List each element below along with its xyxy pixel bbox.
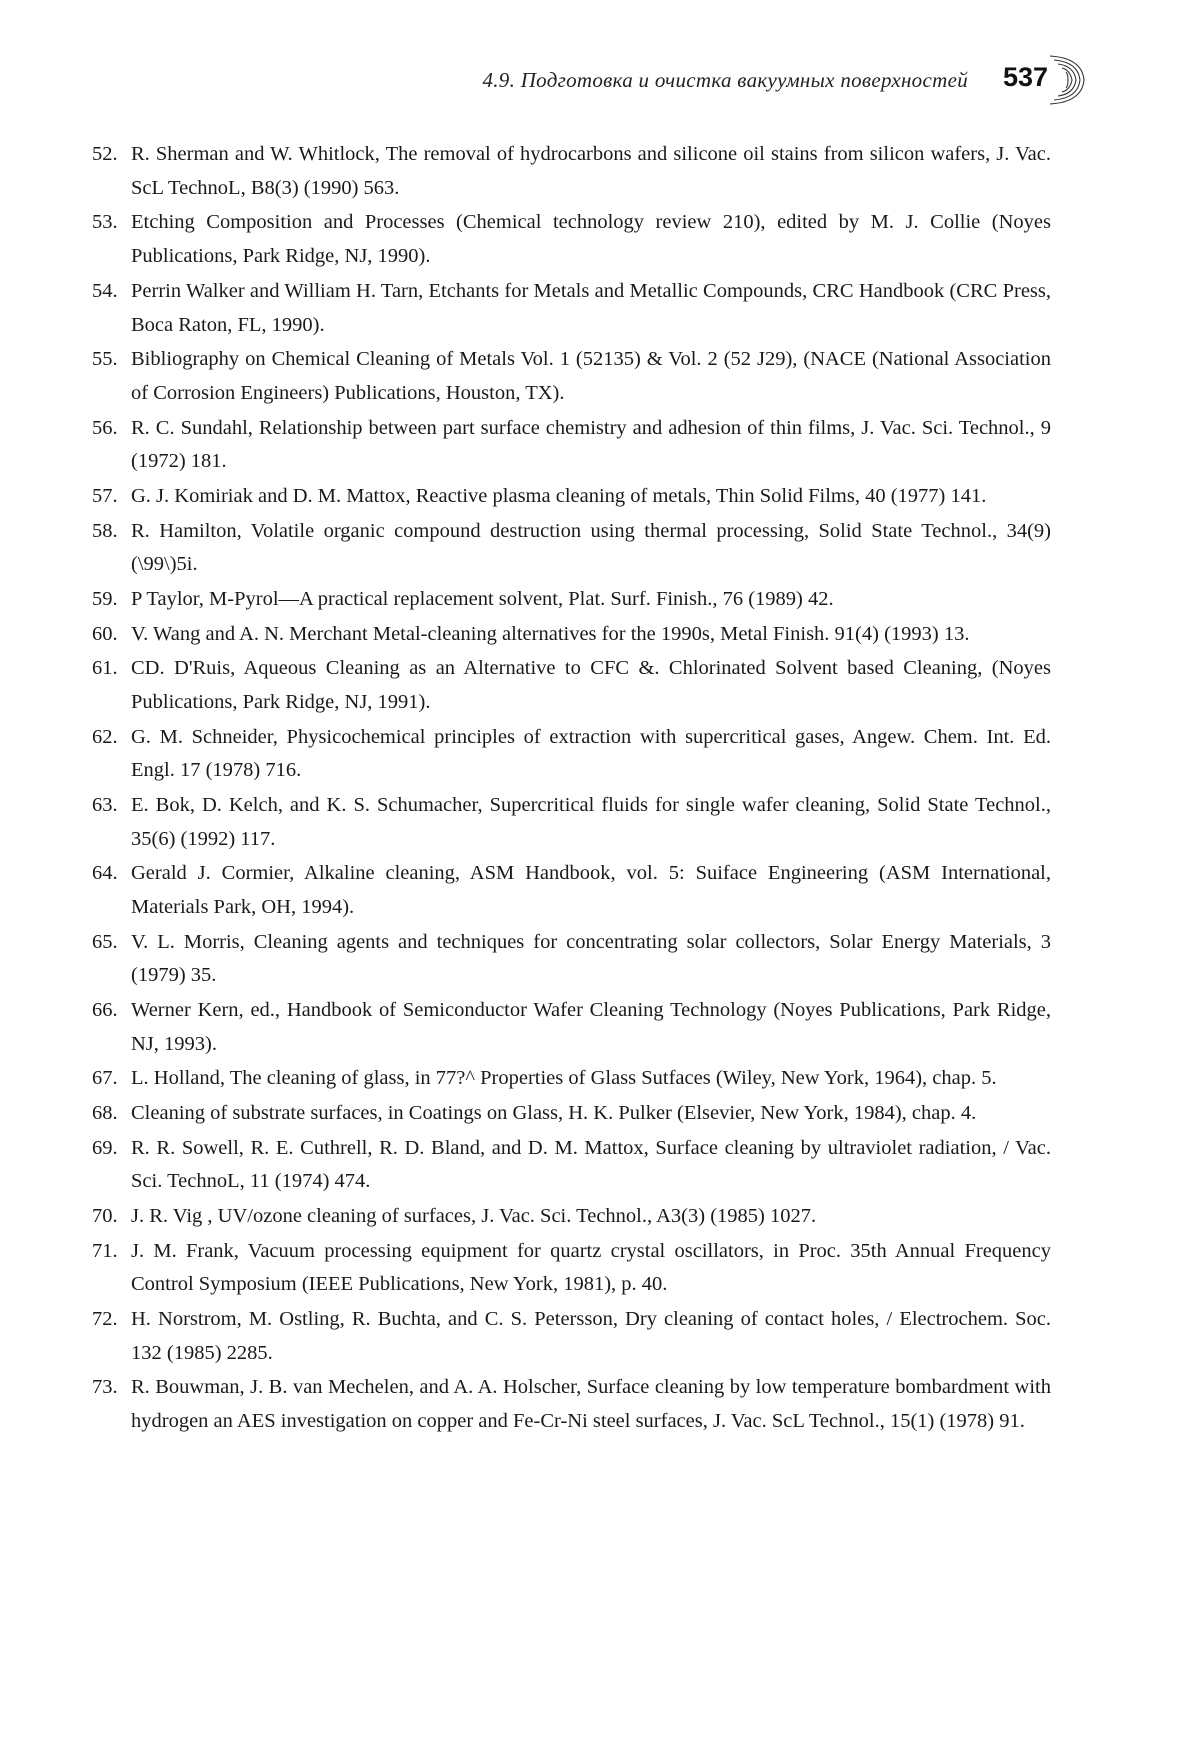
reference-number: 72.	[92, 1308, 118, 1331]
reference-number: 53.	[92, 211, 118, 234]
reference-number: 68.	[92, 1102, 118, 1125]
reference-text: R. R. Sowell, R. E. Cuthrell, R. D. Bland, and D. M. Mattox, Surface cleaning by ultraviolet radiation, / Vac. Sci. TechnoL, 11 (1974) 474.	[131, 1136, 1051, 1193]
reference-number: 64.	[92, 862, 118, 885]
reference-text: CD. D'Ruis, Aqueous Cleaning as an Alternative to CFC &. Chlorinated Solvent based Cleaning, (Noyes Publications, Park Ridge, NJ, 1991).	[131, 657, 1051, 713]
reference-text: L. Holland, The cleaning of glass, in 77?^ Properties of Glass Sutfaces (Wiley, New York, 1964), chap. 5.	[131, 1067, 997, 1090]
reference-number: 63.	[92, 793, 118, 816]
reference-item	[92, 138, 1051, 206]
reference-item	[92, 721, 1051, 789]
reference-text: R. C. Sundahl, Relationship between part surface chemistry and adhesion of thin films, J. Vac. Sci. Technol., 9 (1972) 181.	[131, 416, 1051, 473]
reference-item	[92, 480, 1051, 514]
reference-text: Werner Kern, ed., Handbook of Semiconductor Wafer Cleaning Technology (Noyes Publications, Park Ridge, NJ, 1993).	[131, 999, 1051, 1055]
reference-number: 62.	[92, 725, 118, 748]
reference-item	[92, 652, 1051, 720]
reference-item	[92, 206, 1051, 274]
reference-item	[92, 275, 1051, 343]
reference-number: 56.	[92, 416, 118, 439]
reference-text: G. M. Schneider, Physicochemical principles of extraction with supercritical gases, Angew. Chem. Int. Ed. Engl. 17 (1978) 716.	[131, 725, 1051, 782]
reference-text: G. J. Komiriak and D. M. Mattox, Reactive plasma cleaning of metals, Thin Solid Films, 40 (1977) 141.	[131, 484, 987, 507]
reference-item	[92, 1132, 1051, 1200]
reference-text: J. R. Vig , UV/ozone cleaning of surfaces, J. Vac. Sci. Technol., A3(3) (1985) 1027.	[131, 1205, 817, 1228]
reference-item	[92, 583, 1051, 617]
reference-item	[92, 926, 1051, 994]
reference-list	[92, 138, 1051, 1440]
reference-item	[92, 343, 1051, 411]
reference-number: 69.	[92, 1136, 118, 1159]
reference-item	[92, 618, 1051, 652]
reference-text: R. Sherman and W. Whitlock, The removal of hydrocarbons and silicone oil stains from silicon wafers, J. Vac. ScL TechnoL, B8(3) (1990) 563.	[131, 143, 1051, 199]
reference-text: Bibliography on Chemical Cleaning of Metals Vol. 1 (52135) & Vol. 2 (52 J29), (NACE (National Association of Corrosion Engineers) Publications, Houston, TX).	[131, 348, 1051, 404]
reference-text: Gerald J. Cormier, Alkaline cleaning, ASM Handbook, vol. 5: Suiface Engineering (ASM International, Materials Park, OH, 1994).	[131, 862, 1051, 919]
page-number: 537	[1003, 62, 1049, 92]
running-title: 4.9. Подготовка и очистка вакуумных поверхностей	[482, 68, 968, 92]
reference-text: V. L. Morris, Cleaning agents and techniques for concentrating solar collectors, Solar Energy Materials, 3 (1979) 35.	[131, 930, 1051, 987]
reference-number: 58.	[92, 519, 118, 542]
reference-text: V. Wang and A. N. Merchant Metal-cleaning alternatives for the 1990s, Metal Finish. 91(4) (1993) 13.	[131, 622, 970, 645]
reference-text: H. Norstrom, M. Ostling, R. Buchta, and C. S. Petersson, Dry cleaning of contact holes, / Electrochem. Soc. 132 (1985) 2285.	[131, 1308, 1051, 1364]
reference-item	[92, 857, 1051, 925]
reference-text: R. Hamilton, Volatile organic compound destruction using thermal processing, Solid State Technol., 34(9)(\99\)5i.	[131, 519, 1051, 576]
reference-item	[92, 1200, 1051, 1234]
reference-item	[92, 412, 1051, 480]
reference-number: 61.	[92, 657, 118, 680]
reference-number: 55.	[92, 348, 118, 371]
reference-item	[92, 994, 1051, 1062]
reference-number: 65.	[92, 930, 118, 953]
reference-item	[92, 1371, 1051, 1439]
reference-item	[92, 515, 1051, 583]
reference-text: Perrin Walker and William H. Tarn, Etchants for Metals and Metallic Compounds, CRC Handbook (CRC Press, Boca Raton, FL, 1990).	[131, 279, 1051, 336]
reference-number: 60.	[92, 622, 118, 645]
reference-item	[92, 1303, 1051, 1371]
reference-text: E. Bok, D. Kelch, and K. S. Schumacher, Supercritical fluids for single wafer cleaning, Solid State Technol., 35(6) (1992) 117.	[131, 793, 1051, 850]
reference-item	[92, 1235, 1051, 1303]
reference-number: 73.	[92, 1376, 118, 1399]
reference-number: 70.	[92, 1205, 118, 1228]
reference-number: 66.	[92, 999, 118, 1022]
reference-number: 71.	[92, 1239, 118, 1262]
reference-text: J. M. Frank, Vacuum processing equipment for quartz crystal oscillators, in Proc. 35th Annual Frequency Control Symposium (IEEE Publications, New York, 1981), p. 40.	[131, 1239, 1051, 1296]
reference-number: 67.	[92, 1067, 118, 1090]
reference-number: 59.	[92, 587, 118, 610]
reference-number: 57.	[92, 484, 118, 507]
page-header	[0, 58, 1200, 118]
reference-number: 52.	[92, 143, 118, 165]
reference-item	[92, 789, 1051, 857]
reference-item	[92, 1097, 1051, 1131]
reference-item	[92, 1062, 1051, 1096]
reference-text: Cleaning of substrate surfaces, in Coatings on Glass, H. K. Pulker (Elsevier, New York, 1984), chap. 4.	[131, 1102, 977, 1125]
reference-text: P Taylor, M-Pyrol—A practical replacement solvent, Plat. Surf. Finish., 76 (1989) 42.	[131, 587, 834, 610]
reference-text: Etching Composition and Processes (Chemical technology review 210), edited by M. J. Collie (Noyes Publications, Park Ridge, NJ, 1990).	[131, 211, 1051, 268]
page-corner-ornament-icon	[1048, 50, 1088, 110]
reference-number: 54.	[92, 279, 118, 302]
reference-text: R. Bouwman, J. B. van Mechelen, and A. A. Holscher, Surface cleaning by low temperature bombardment with hydrogen an AES investigation on copper and Fe-Cr-Ni steel surfaces, J. Vac. ScL Technol., 15(1) (1978) 91.	[131, 1376, 1051, 1433]
